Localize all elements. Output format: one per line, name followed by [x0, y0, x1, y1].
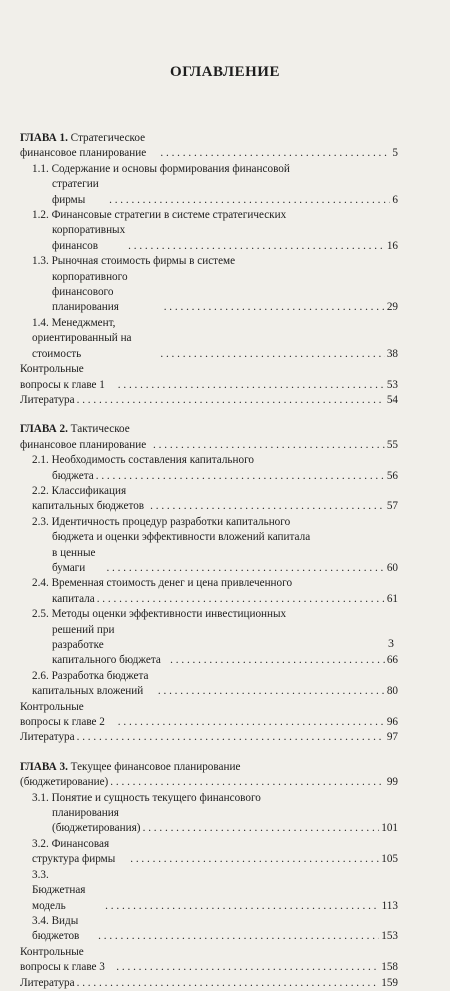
- section-title-line: 1.3. Рыночная стоимость фирмы в системе: [32, 255, 236, 268]
- toc-page-number: 5: [392, 147, 398, 160]
- section-title-line: корпоративных финансов: [52, 224, 126, 252]
- section-title-line: 2.1. Необходимость составления капитального: [32, 454, 255, 467]
- toc-title: ОГЛАВЛЕНИЕ: [170, 64, 280, 80]
- toc-page-number: 80: [386, 685, 398, 698]
- toc-page-number: 16: [386, 239, 398, 252]
- section-title-line: 2.5. Методы оценки эффективности инвестиционных: [32, 608, 287, 621]
- toc-page-number: 57: [386, 500, 398, 513]
- section-title-line: 1.2. Финансовые стратегии в системе стратегических: [32, 209, 287, 222]
- section-title-line: капитала: [52, 592, 95, 605]
- table-of-contents: [20, 131, 398, 991]
- toc-section-entry: [20, 837, 398, 868]
- toc-entry: [20, 422, 398, 453]
- toc-section-entry: [20, 669, 398, 700]
- toc-leader-dots: [150, 499, 385, 514]
- toc-leader-dots: [153, 438, 385, 453]
- toc-entry: [20, 362, 398, 393]
- section-title-line: бюджета и оценки эффективности вложений капитала: [52, 531, 311, 544]
- toc-page-number: 56: [386, 469, 398, 482]
- chapter-name-line2: (бюджетирование): [20, 776, 109, 789]
- toc-entry-text: [32, 669, 156, 700]
- toc-leader-dots: [105, 899, 379, 914]
- toc-entry-text: [20, 976, 75, 991]
- toc-entry-text: [20, 700, 116, 731]
- toc-entry-text: [20, 945, 114, 976]
- toc-leader-dots: [96, 469, 385, 484]
- toc-entry-text: [52, 592, 95, 607]
- toc-leader-dots: [128, 239, 385, 254]
- toc-section-entry: [20, 806, 398, 837]
- toc-entry-text: [20, 131, 158, 162]
- toc-page-number: 61: [386, 592, 398, 605]
- toc-page-number: 53: [386, 378, 398, 391]
- toc-leader-dots: [170, 653, 385, 668]
- toc-entry: [20, 945, 398, 976]
- toc-section-entry: [20, 177, 398, 208]
- toc-entry: [20, 393, 398, 408]
- toc-leader-dots: [110, 775, 385, 790]
- section-title-line: 3.3. Бюджетная модель: [32, 868, 86, 912]
- toc-entry-text: [20, 775, 108, 790]
- toc-leader-dots: [160, 347, 384, 362]
- toc-leader-dots: [160, 146, 390, 161]
- chapter-gap: [20, 746, 398, 760]
- toc-entry: [20, 775, 398, 790]
- toc-section-entry: [20, 469, 398, 484]
- literature-label: Литература: [20, 393, 75, 406]
- toc-page-number: 96: [386, 716, 398, 729]
- control-questions-label: Контрольные вопросы к главе 3: [20, 945, 105, 974]
- toc-page-number: 97: [386, 731, 398, 744]
- toc-entry-text: [32, 868, 103, 914]
- toc-entry-text: [52, 806, 141, 837]
- toc-leader-dots: [164, 300, 385, 315]
- toc-entry-text: [52, 223, 126, 254]
- toc-page-number: 99: [386, 776, 398, 789]
- toc-leader-dots: [143, 821, 380, 836]
- section-title-line: 3.2. Финансовая структура фирмы: [32, 837, 116, 866]
- toc-entry: [20, 700, 398, 731]
- toc-leader-dots: [109, 193, 390, 208]
- toc-entry: [20, 730, 398, 745]
- toc-entry-text: [20, 422, 151, 453]
- toc-section-entry: [20, 484, 398, 515]
- section-title-line: планирования (бюджетирования): [52, 807, 141, 835]
- toc-page-number: 101: [381, 822, 398, 835]
- toc-leader-dots: [98, 929, 379, 944]
- toc-leader-dots: [116, 960, 379, 975]
- toc-section-entry: [20, 546, 398, 577]
- toc-page-number: 6: [392, 193, 398, 206]
- toc-section-entry: [20, 914, 398, 945]
- section-title-line: 2.6. Разработка бюджета капитальных вложений: [32, 669, 149, 698]
- toc-page-number: 60: [386, 561, 398, 574]
- control-questions-label: Контрольные вопросы к главе 2: [20, 700, 105, 729]
- toc-entry-text: [52, 469, 94, 484]
- toc-page-number: 153: [381, 930, 398, 943]
- toc-entry: [20, 131, 398, 162]
- toc-page-number: 29: [386, 301, 398, 314]
- toc-entry-text: [52, 623, 168, 669]
- section-title-line: стратегии фирмы: [52, 178, 99, 206]
- section-title-line: в ценные бумаги: [52, 546, 96, 574]
- literature-label: Литература: [20, 976, 75, 989]
- chapter-label: ГЛАВА 1.: [20, 132, 68, 144]
- chapter-label: ГЛАВА 2.: [20, 423, 68, 436]
- section-title-line: решений при разработке капитального бюджета: [52, 623, 161, 667]
- toc-page-number: 158: [381, 961, 398, 974]
- toc-page-number: 38: [386, 347, 398, 360]
- toc-page-number: 55: [386, 438, 398, 451]
- section-title-line: бюджета: [52, 469, 94, 482]
- toc-entry-text: [32, 837, 128, 868]
- section-title-line: 2.2. Классификация капитальных бюджетов: [32, 484, 145, 513]
- chapter-heading: [20, 760, 398, 775]
- chapter-gap: [20, 408, 398, 422]
- chapter-name: Текущее финансовое планирование: [70, 760, 241, 773]
- toc-leader-dots: [77, 730, 385, 745]
- toc-leader-dots: [97, 592, 385, 607]
- toc-entry: [20, 976, 398, 991]
- toc-entry-text: [52, 546, 104, 577]
- toc-leader-dots: [118, 715, 385, 730]
- chapter-name: Тактическое финансовое планирование: [20, 423, 147, 451]
- toc-section-entry: [20, 316, 398, 362]
- toc-entry-text: [20, 393, 75, 408]
- toc-section-entry: [20, 623, 398, 669]
- toc-section-entry: [20, 223, 398, 254]
- toc-leader-dots: [130, 852, 379, 867]
- section-title-line: 3.4. Виды бюджетов: [32, 914, 80, 943]
- toc-leader-dots: [158, 684, 385, 699]
- toc-leader-dots: [77, 393, 385, 408]
- toc-page-number: 159: [381, 976, 398, 989]
- section-title-line: 1.1. Содержание и основы формирования финансовой: [32, 162, 290, 175]
- section-title-line: 3.1. Понятие и сущность текущего финансового: [32, 791, 261, 804]
- toc-page-number: 113: [381, 899, 398, 912]
- toc-section-entry: [20, 592, 398, 607]
- page-number: 3: [388, 636, 394, 650]
- section-title-line: корпоративного финансового планирования: [52, 270, 128, 314]
- toc-entry-text: [52, 177, 107, 208]
- toc-entry-text: [32, 914, 96, 945]
- toc-entry-text: [20, 362, 116, 393]
- literature-label: Литература: [20, 731, 75, 744]
- toc-leader-dots: [118, 378, 385, 393]
- toc-entry-text: [52, 270, 162, 316]
- toc-leader-dots: [77, 976, 380, 991]
- toc-section-entry: [20, 270, 398, 316]
- toc-page-number: 105: [381, 853, 398, 866]
- control-questions-label: Контрольные вопросы к главе 1: [20, 363, 105, 391]
- toc-page-number: 66: [386, 654, 398, 667]
- chapter-label: ГЛАВА 3.: [20, 760, 68, 773]
- section-title-line: 2.3. Идентичность процедур разработки капитального: [32, 515, 291, 528]
- toc-page-number: 54: [386, 393, 398, 406]
- toc-leader-dots: [106, 561, 384, 576]
- section-title-line: 1.4. Менеджмент, ориентированный на стоимость: [32, 316, 132, 360]
- toc-entry-text: [20, 730, 75, 745]
- section-title-line: 2.4. Временная стоимость денег и цена привлеченного: [32, 577, 293, 590]
- toc-entry-text: [32, 484, 148, 515]
- toc-section-entry: [20, 868, 398, 914]
- toc-entry-text: [32, 316, 158, 362]
- chapter-name: Стратегическое финансовое планирование: [20, 132, 147, 160]
